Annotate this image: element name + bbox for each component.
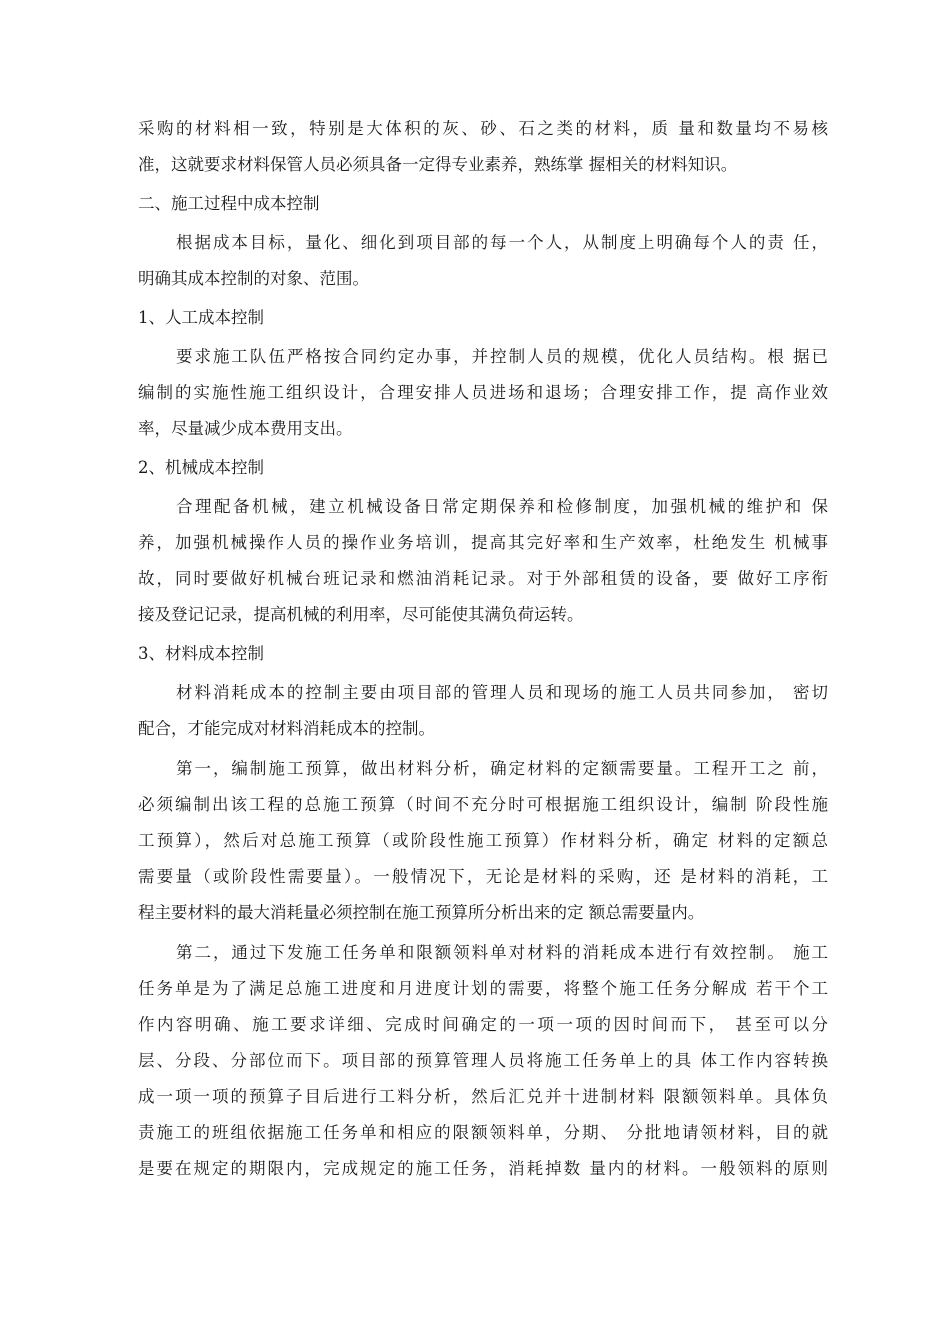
paragraph-line: 需要量（或阶段性需要量）。一般情况下，无论是材料的采购，还 是材料的消耗，工 bbox=[138, 867, 828, 886]
subsection-heading: 3、材料成本控制 bbox=[138, 644, 264, 663]
paragraph-line: 责施工的班组依据施工任务单和相应的限额领料单，分期、 分批地请领材料，目的就 bbox=[138, 1123, 828, 1142]
subsection-heading: 2、机械成本控制 bbox=[138, 458, 264, 477]
paragraph-line: 采购的材料相一致，特别是大体积的灰、砂、石之类的材料，质 量和数量均不易核 bbox=[138, 119, 828, 138]
paragraph-line: 接及登记记录，提高机械的利用率，尽可能使其满负荷运转。 bbox=[138, 605, 584, 624]
paragraph-line: 任务单是为了满足总施工进度和月进度计划的需要，将整个施工任务分解成 若干个工 bbox=[138, 979, 828, 998]
paragraph-line: 配合，才能完成对材料消耗成本的控制。 bbox=[138, 719, 435, 738]
paragraph-line: 要求施工队伍严格按合同约定办事，并控制人员的规模，优化人员结构。根 据已 bbox=[176, 347, 828, 366]
subsection-heading: 1、人工成本控制 bbox=[138, 308, 264, 327]
paragraph-line: 准，这就要求材料保管人员必须具备一定得专业素养，熟练掌 握相关的材料知识。 bbox=[138, 155, 738, 174]
paragraph-line: 编制的实施性施工组织设计，合理安排人员进场和退场；合理安排工作，提 高作业效 bbox=[138, 383, 828, 402]
paragraph-line: 成一项一项的预算子目后进行工料分析，然后汇兑并十进制材料 限额领料单。具体负 bbox=[138, 1087, 828, 1106]
section-heading: 二、施工过程中成本控制 bbox=[138, 194, 320, 213]
paragraph-line: 层、分段、分部位而下。项目部的预算管理人员将施工任务单上的具 体工作内容转换 bbox=[138, 1051, 828, 1070]
paragraph-line: 工预算），然后对总施工预算（或阶段性施工预算）作材料分析，确定 材料的定额总 bbox=[138, 831, 828, 850]
paragraph-line: 故，同时要做好机械台班记录和燃油消耗记录。对于外部租赁的设备，要 做好工序衔 bbox=[138, 569, 828, 588]
paragraph-line: 程主要材料的最大消耗量必须控制在施工预算所分析出来的定 额总需要量内。 bbox=[138, 903, 705, 922]
paragraph-line: 材料消耗成本的控制主要由项目部的管理人员和现场的施工人员共同参加， 密切 bbox=[176, 683, 828, 702]
paragraph-line: 必须编制出该工程的总施工预算（时间不充分时可根据施工组织设计，编制 阶段性施 bbox=[138, 795, 828, 814]
paragraph-line: 第二，通过下发施工任务单和限额领料单对材料的消耗成本进行有效控制。 施工 bbox=[176, 943, 828, 962]
paragraph-line: 作内容明确、施工要求详细、完成时间确定的一项一项的因时间而下， 甚至可以分 bbox=[138, 1015, 828, 1034]
paragraph-line: 养，加强机械操作人员的操作业务培训，提高其完好率和生产效率，杜绝发生 机械事 bbox=[138, 533, 828, 552]
paragraph-line: 第一，编制施工预算，做出材料分析，确定材料的定额需要量。工程开工之 前， bbox=[176, 759, 828, 778]
paragraph-line: 根据成本目标，量化、细化到项目部的每一个人，从制度上明确每个人的责 任， bbox=[176, 233, 828, 252]
paragraph-line: 率，尽量减少成本费用支出。 bbox=[138, 419, 353, 438]
paragraph-line: 明确其成本控制的对象、范围。 bbox=[138, 269, 369, 288]
paragraph-line: 是要在规定的期限内，完成规定的施工任务，消耗掉数 量内的材料。一般领料的原则 bbox=[138, 1159, 828, 1178]
paragraph-line: 合理配备机械，建立机械设备日常定期保养和检修制度，加强机械的维护和 保 bbox=[176, 497, 828, 516]
